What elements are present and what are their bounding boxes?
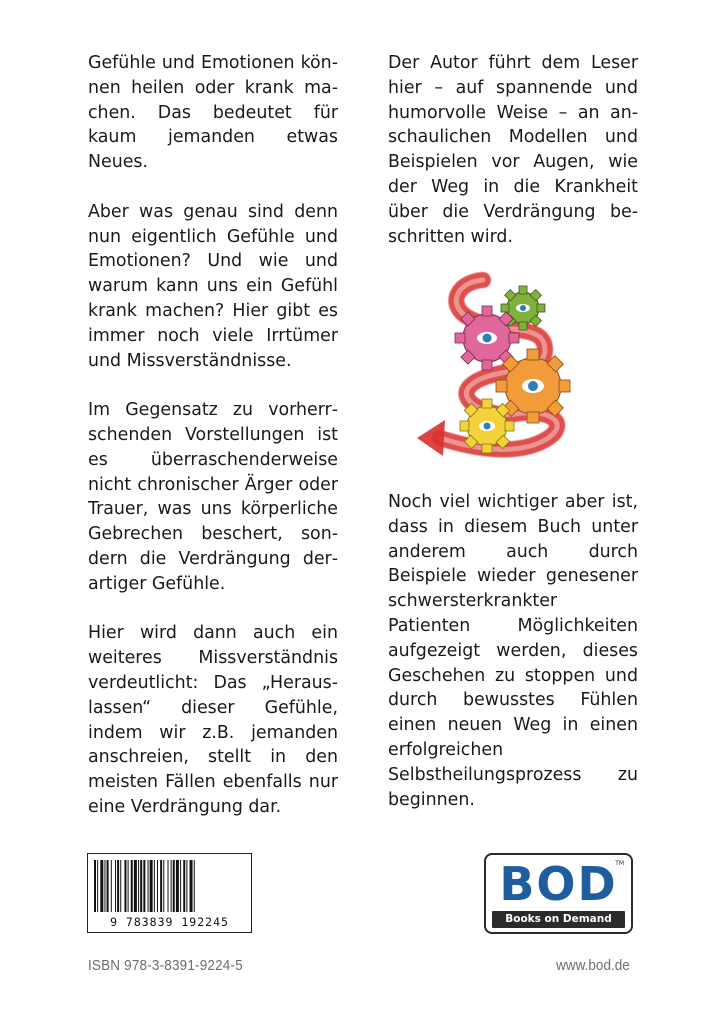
right-text-column-bottom — [388, 490, 638, 837]
paragraph: Gefühle und Emotionen können heilen oder krank machen. Das bedeutet für kaum jemanden etwas Neues. — [88, 53, 338, 173]
gears-arrow-illustration — [395, 268, 630, 480]
barcode-bar — [140, 860, 142, 912]
barcode-bar — [194, 860, 195, 912]
barcode-bar — [163, 860, 164, 912]
barcode-bar — [107, 860, 109, 912]
barcode-bar — [160, 860, 162, 912]
barcode-bar — [157, 860, 158, 912]
barcode-bar — [100, 860, 103, 912]
barcode-bar — [117, 860, 119, 912]
gears-icon — [395, 268, 630, 480]
barcode-bar — [173, 860, 175, 912]
barcode-bar — [180, 860, 181, 912]
barcode-bar — [131, 860, 133, 912]
barcode-bar — [148, 860, 149, 912]
barcode-bar — [138, 860, 139, 912]
barcode-bar — [105, 860, 106, 912]
barcode-bar — [134, 860, 137, 912]
barcode-bar — [150, 860, 153, 912]
barcode-bar — [128, 860, 129, 912]
barcode-bar — [97, 860, 98, 912]
barcode-bar — [115, 860, 116, 912]
barcode-bar — [154, 860, 155, 912]
paragraph: Im Gegensatz zu vorherrschenden Vorstellungen ist es überraschenderweise nicht chronischer Ärger oder Trauer, was uns körperliche Gebrechen beschert, sondern die Verdrängung derartiger Gefühle. — [88, 400, 338, 594]
barcode-bar — [94, 860, 96, 912]
barcode-bar — [176, 860, 179, 912]
barcode-bar — [171, 860, 172, 912]
barcode-bar — [143, 860, 145, 912]
paragraph: Der Autor führt dem Leser hier – auf spannende und humorvolle Weise – an anschaulichen Modellen und Beispielen vor Augen, wie der Weg in die Krankheit über die Verdrängung beschritten wird. — [388, 53, 638, 247]
isbn-number: ISBN 978-3-8391-9224-5 — [88, 957, 243, 974]
barcode-icon — [94, 860, 245, 912]
barcode-bar — [168, 860, 169, 912]
publisher-url: www.bod.de — [556, 957, 630, 974]
barcode-bar — [186, 860, 187, 912]
logo-tagline: Books on Demand — [492, 911, 625, 928]
barcode-bar — [183, 860, 185, 912]
left-text-column — [88, 51, 338, 845]
trademark-mark: TM — [615, 860, 624, 867]
paragraph: Noch viel wichtiger aber ist, dass in diesem Buch unter anderem auch durch Beispiele wieder genesener schwersterkrankter Patienten Möglichkeiten aufgezeigt werden, dieses Geschehen zu stoppen und durch bewusstes Fühlen einen neuen Weg in einen erfolgreichen Selbstheilungsprozess zu beginnen. — [388, 492, 638, 810]
publisher-logo — [484, 853, 633, 934]
right-text-column-top — [388, 51, 638, 274]
barcode-bar — [111, 860, 112, 912]
isbn-barcode — [87, 853, 252, 933]
paragraph: Aber was genau sind denn nun eigentlich Gefühle und Emotionen? Und wie und warum kann uns ein Gefühl krank machen? Hier gibt es immer noch viele Irrtümer und Missverständnisse. — [88, 201, 338, 371]
barcode-bar — [190, 860, 193, 912]
paragraph: Hier wird dann auch ein weiteres Missverständnis verdeutlicht: Das „Herauslassen“ dieser Gefühle, indem wir z.B. jemanden anschreien, stellt in den meisten Fällen ebenfalls nur eine Verdrängung dar. — [88, 623, 338, 817]
barcode-bar — [124, 860, 126, 912]
logo-letters: BOD — [499, 857, 618, 911]
barcode-bar — [120, 860, 121, 912]
barcode-digits: 9 783839 192245 — [110, 915, 229, 929]
